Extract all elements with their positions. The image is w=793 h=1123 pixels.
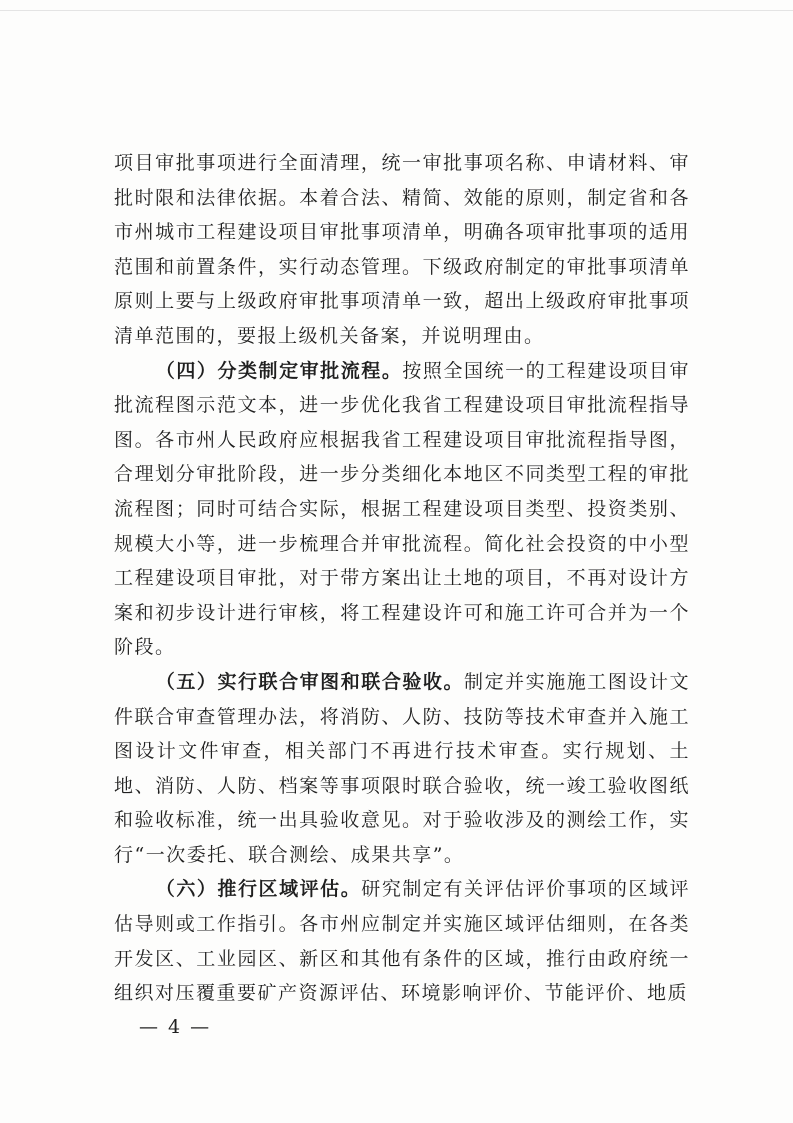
scan-edge-line [0, 10, 793, 11]
paragraph-text: 制定并实施施工图设计文件联合审查管理办法，将消防、人防、技防等技术审查并入施工图设计文件审查，相关部门不再进行技术审查。实行规划、土地、消防、人防、档案等事项限时联合验收，统一竣工验收图纸和验收标准，统一出具验收意见。对于验收涉及的测绘工作，实行“一次委托、联合测绘、成果共享”。 [114, 670, 690, 866]
section-heading: （六）推行区域评估。 [155, 878, 362, 901]
paragraph-section-five [114, 665, 690, 873]
page-number: — 4 — [139, 1016, 212, 1038]
document-body [114, 146, 690, 1011]
section-heading: （五）实行联合审图和联合验收。 [155, 670, 465, 693]
section-heading: （四）分类制定审批流程。 [155, 359, 403, 382]
paragraph-section-four [114, 354, 690, 665]
paragraph-section-six [114, 872, 690, 1010]
paragraph-text: 按照全国统一的工程建设项目审批流程图示范文本，进一步优化我省工程建设项目审批流程指导图。各市州人民政府应根据我省工程建设项目审批流程指导图，合理划分审批阶段，进一步分类细化本地区不同类型工程的审批流程图；同时可结合实际，根据工程建设项目类型、投资类别、规模大小等，进一步梳理合并审批流程。简化社会投资的中小型工程建设项目审批，对于带方案出让土地的项目，不再对设计方案和初步设计进行审核，将工程建设许可和施工许可合并为一个阶段。 [114, 359, 690, 659]
paragraph-continuation [114, 146, 690, 354]
paragraph-text: 项目审批事项进行全面清理，统一审批事项名称、申请材料、审批时限和法律依据。本着合法、精简、效能的原则，制定省和各市州城市工程建设项目审批事项清单，明确各项审批事项的适用范围和前置条件，实行动态管理。下级政府制定的审批事项清单原则上要与上级政府审批事项清单一致，超出上级政府审批事项清单范围的，要报上级机关备案，并说明理由。 [114, 152, 690, 347]
paragraph-text: 研究制定有关评估评价事项的区域评估导则或工作指引。各市州应制定并实施区域评估细则，在各类开发区、工业园区、新区和其他有条件的区域，推行由政府统一组织对压覆重要矿产资源评估、环境影响评价、节能评价、地质 [114, 878, 690, 1005]
